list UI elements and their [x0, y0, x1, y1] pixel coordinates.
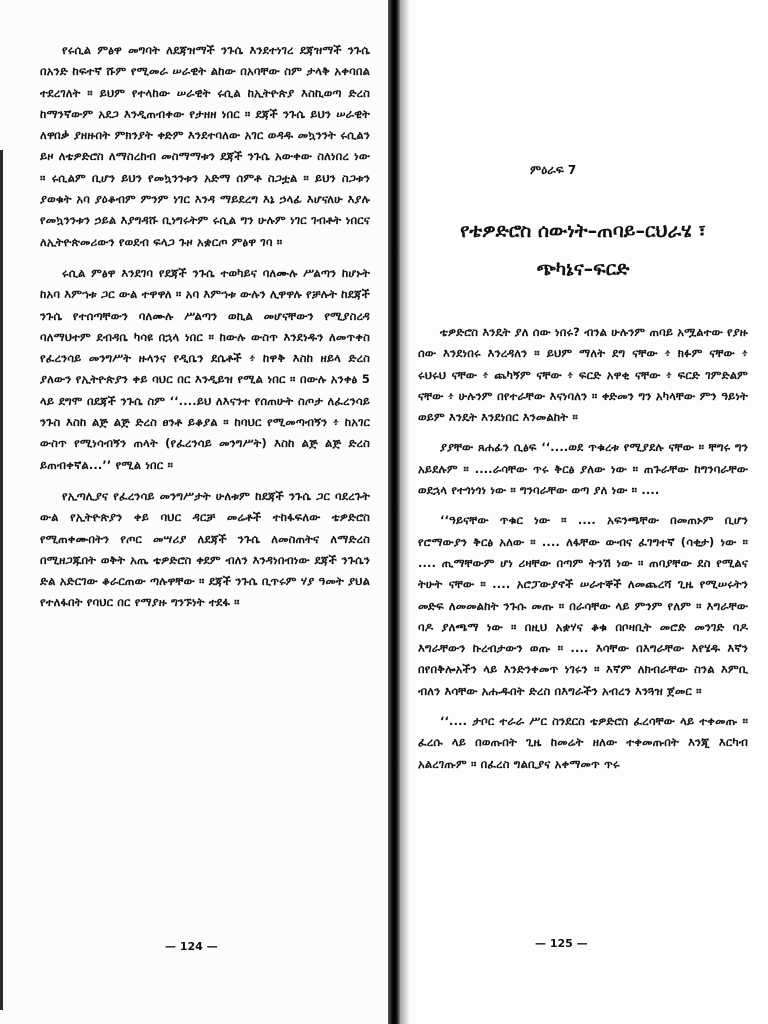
page-number-left: — 124 —: [165, 940, 218, 953]
right-page-body: [418, 322, 748, 775]
book-gutter: [388, 0, 400, 1024]
paragraph: ቴዎድሮስ እንዴት ያለ ሰው ነበሩ? ብንል ሁሉንም ጠባይ አሟልተው የያዙ ሰው እንደነበሩ እንረዳለን ። ይህም ማለት ደግ ናቸው ፥ ክፉም ናቸው ፥ ሩህሩህ ናቸው ፥ ጨካኝም ናቸው ፥ ፍርድ አዋቂ ናቸው ፥ ፍርድ ገምድልም ናቸው ፥ ሁሉንም በየተራቸው እናነባለን ። ቀድመን ግን አካላቸው ምን ዓይነት ወይም እንዴት እንደነበር እንመልከት ።: [418, 325, 748, 425]
page-edge-shadow: [0, 150, 3, 1010]
paragraph: የሩሲል ምፅዋ መግባት ለደጃዝማች ንጉሴ እንደተነገረ ደጃዝማች ንጉሴ በአንድ ከፍተኛ ሹም የሚመራ ሠራዊት ልከው በአባቸው ስም ታላቅ አቀባበል ተደረገለት ። ይህም የተላከው ሠራዊት ሩሲል ከኢትዮጵያ እስኪወጣ ድረስ ከማንኛውም አደጋ እንዲጠብቀው የታዘዘ ነበር ። ደጃች ንጉሴ ይህን ሠራዊት ለዋበቃ ያዘዙበት ምክንያት ቀድም እንደተባለው አገር ወዳዱ መኳንንት ሩሲልን ይዞ ለቴዎድሮስ ለማስረከብ መስማማቱን ደጃች ንጉሴ አውቀው ስለነበረ ነው ። ሩሲልም ቢሆን ይህን የመኳንንቱን አድማ ሰምቶ ስጋቷል ። ይህን ስጋቱን ያወቁት አባ ያዕቆብም ምንም ነገር እንዳ ማይደረግ እኔ ኃላፊ እሆናለሁ እያሉ የመኳንንቱን ኃይል እያግዳሹ ቢነግሩትም ሩሲል ግን ሁሉም ነገር ገብቶት ነበርና ለኢትዮጵመሪውን የወደብ ፍላጋ ጉዞ አቋርጦ ምፅዋ ገባ ።: [40, 43, 370, 249]
chapter-title: [418, 212, 748, 288]
paragraph: ‘‘.... ታቦር ተራራ ሥር ስንደርስ ቴዎድሮስ ፈረሳቸው ላይ ተቀመጡ ። ፈረሱ ላይ በወጡበት ጊዜ ከመሬት ዘለው ተቀመጡበት እንጂ እርካብ አልረገጡም ። በፈረስ ግልቢያና አቀማመጥ ጥሩ: [418, 714, 748, 771]
chapter-label: ምዕራፍ 7: [530, 163, 577, 177]
paragraph: ያያቸው ጸሐፊን ሲፅፍ ‘‘....ወደ ጥቁረቱ የሚያደሉ ናቸው ። ቸግሩ ግን አይደሉም ። ....ራሳቸው ጥሩ ቅርፅ ያለው ነው ። ጠጉራቸው ከግንባራቸው ወደኋላ የተጎነጎነ ነው ። ግንባራቸው ወጣ ያለ ነው ። ....: [418, 440, 748, 498]
left-page-body: [40, 40, 370, 614]
page-number-right: — 125 —: [535, 937, 588, 950]
paragraph: ‘‘ዓይናቸው ጥቁር ነው ። .... አፍንጫቸው በመጠኑም ቢሆን የሮማውያን ቅርፅ አለው ። .... ለፋቸው ውብና ፈገግተኛ (ሳቂታ) ነው ። .... ጢማቸውም ሆነ ሪዛቸው በጣም ትንሽ ነው ። ጠባያቸው ደስ የሚልና ትሁት ናቸው ። .... አሮፓውያኖች ሠራተኞች ለመጨረሻ ጊዜ የሚሠሩትን መድፍ ለመመልከት ንጉሱ መጡ ። በራሳቸው ላይ ምንም የለም ። እግራቸው ባዶ ያለጫማ ነው ። በዚህ አቋሃና ቆቁ በቦዛቢት መሮድ መንገድ ባዶ እግራቸውን ኩረብታውን ወጡ ። .... እሳቸው በእግራቸው እየሄዱ እኛን በየበቅሎአችን ላይ እንድንቀመጥ ነገሩን ። እኛም ለክብራቸው ስንል እምቢ ብለን እሳቸው አሑዱበት ድረስ በእግራችን አብረን እንጓዝ ጀመር ።: [418, 513, 748, 698]
paragraph: የኢጣሊያና የፈረንሳይ መንግሥታት ሁለቱም ከደጃች ንጉሴ ጋር ባደረጉት ውል የኢትዮጵያን ቀይ ባህር ዳርቻ መሬቶች ተከፋፍለው ቴዎድሮስ የሚጠቀሙበትን የጦር መሣሪያ ለደጃች ንጉሴ ለመስጠትና ለማድረስ በሚዘጋጁበት ወቅት አጤ ቴዎድሮስ ቀደም ብለን እንዳነበብነው ደጃች ንጉሴን ድል አድርገው ቆራርጠው ጣሉዋቸው ። ደጃች ንጉሴ ቢጥሩም ሃያ ዓመት ያህል የተለፋበት የባህር በር የማያዙ ግንኙነት ተደፋ ።: [40, 488, 370, 610]
chapter-title-line: የቴዎድሮስ ሰውነት–ጠባይ–ርህራሄ ፣: [460, 220, 706, 242]
paragraph: ሩሲል ምፅዋ እንደገባ የደጃች ንጉሴ ተወካይና ባለሙሉ ሥልጣን ከሆኑት ከአባ እምኀቱ ጋር ውል ተዋዋለ ። አባ እምኀቱ ውሉን ሊዋዋሉ የቻሉት ከደጃች ንጉሴ የተሰጣቸውን ባለሙሉ ሥልጣን ወኪል መሆናቸውን የሚያስረዳ ባለማህተም ደብዳቤ ካሳዩ በኋላ ነበር ። ከውሉ ውስጥ እንደነዱን ለመጥቀስ የፈረንሳይ መንግሥት ዙላንና የዲቤን ደሴቶች ፥ ከዋቅ እስከ ዘይላ ድረስ ያለውን የኢትዮጵያን ቀይ ባህር በር እንዲይዝ የሚል ነበር ። በውሉ አንቀፅ 5 ላይ ደግሞ በደጃች ንጉሴ ስም ‘‘....ይህ ለእናንተ የሰጠሁት ስጦታ ለፈረንሳይ ንጉስ እስከ ልጅ ልጅ ድረስ ፀንቶ ይቆያል ። ከባህር የሚመጣብኝን ፥ ከአገር ውስጥ የሚነሳብኝን ጠላት (የፈረንሳይ መንግሥት) እስከ ልጅ ልጅ ድረስ ይጠብቀኛል...’’ የሚል ነበር ።: [40, 265, 370, 472]
gutter-shade: [400, 0, 410, 1024]
chapter-title-line: ጭካኔና–ፍርድ: [536, 258, 630, 280]
